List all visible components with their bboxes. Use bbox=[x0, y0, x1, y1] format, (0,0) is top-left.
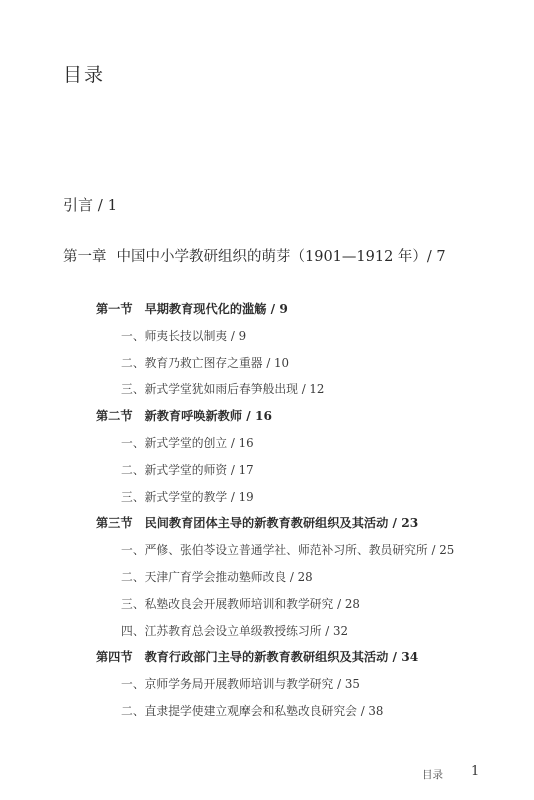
page-title: 目录 bbox=[63, 64, 106, 86]
section-number: 第二节 bbox=[96, 409, 133, 424]
toc-section[interactable] bbox=[96, 648, 418, 665]
chapter-number: 第一章 bbox=[63, 249, 107, 265]
toc-item[interactable] bbox=[121, 380, 324, 397]
item-title: 二、新式学堂的师资 / 17 bbox=[121, 462, 254, 477]
item-title: 二、天津广育学会推动塾师改良 / 28 bbox=[121, 570, 313, 584]
toc-intro-link[interactable]: 引言 / 1 bbox=[63, 196, 118, 214]
section-number: 第四节 bbox=[96, 650, 133, 665]
item-title: 一、严修、张伯苓设立普通学社、师范补习所、教员研究所 / 25 bbox=[121, 543, 455, 558]
toc-item[interactable] bbox=[121, 327, 246, 344]
item-title: 二、直隶提学使建立观摩会和私塾改良研究会 / 38 bbox=[121, 704, 384, 718]
chapter-title: 中国中小学教研组织的萌芽（1901—1912 年）/ 7 bbox=[116, 249, 446, 265]
toc-item[interactable] bbox=[121, 595, 360, 612]
toc-item[interactable] bbox=[121, 568, 313, 585]
toc-item[interactable] bbox=[121, 622, 348, 639]
toc-item[interactable] bbox=[121, 702, 383, 719]
item-title: 三、新式学堂犹如雨后春笋般出现 / 12 bbox=[121, 382, 325, 397]
item-title: 二、教育乃救亡图存之重器 / 10 bbox=[121, 355, 290, 370]
item-title: 一、京师学务局开展教师培训与教学研究 / 35 bbox=[121, 677, 360, 692]
section-title: 早期教育现代化的滥觞 / 9 bbox=[144, 302, 288, 316]
section-number: 第三节 bbox=[96, 516, 133, 531]
section-title: 教育行政部门主导的新教育教研组织及其活动 / 34 bbox=[144, 650, 419, 665]
section-title: 民间教育团体主导的新教育教研组织及其活动 / 23 bbox=[144, 516, 419, 531]
section-number: 第一节 bbox=[96, 302, 133, 316]
toc-item[interactable] bbox=[121, 675, 360, 692]
toc-item[interactable] bbox=[121, 488, 254, 505]
toc-item[interactable] bbox=[121, 354, 289, 371]
footer-page-number: 1 bbox=[471, 764, 480, 779]
item-title: 一、师夷长技以制夷 / 9 bbox=[121, 328, 247, 343]
toc-item[interactable] bbox=[121, 541, 454, 558]
toc-section[interactable] bbox=[96, 300, 288, 317]
section-title: 新教育呼唤新教师 / 16 bbox=[144, 409, 272, 424]
item-title: 一、新式学堂的创立 / 16 bbox=[121, 436, 254, 450]
footer-label: 目录 bbox=[422, 769, 443, 781]
item-title: 三、新式学堂的教学 / 19 bbox=[121, 489, 254, 504]
toc-item[interactable] bbox=[121, 461, 254, 478]
item-title: 四、江苏教育总会设立单级教授练习所 / 32 bbox=[121, 623, 349, 638]
toc-section[interactable] bbox=[96, 514, 418, 531]
item-title: 三、私塾改良会开展教师培训和教学研究 / 28 bbox=[121, 596, 360, 611]
toc-item[interactable] bbox=[121, 434, 254, 451]
toc-section[interactable] bbox=[96, 407, 272, 424]
toc-chapter-1[interactable] bbox=[63, 245, 446, 266]
